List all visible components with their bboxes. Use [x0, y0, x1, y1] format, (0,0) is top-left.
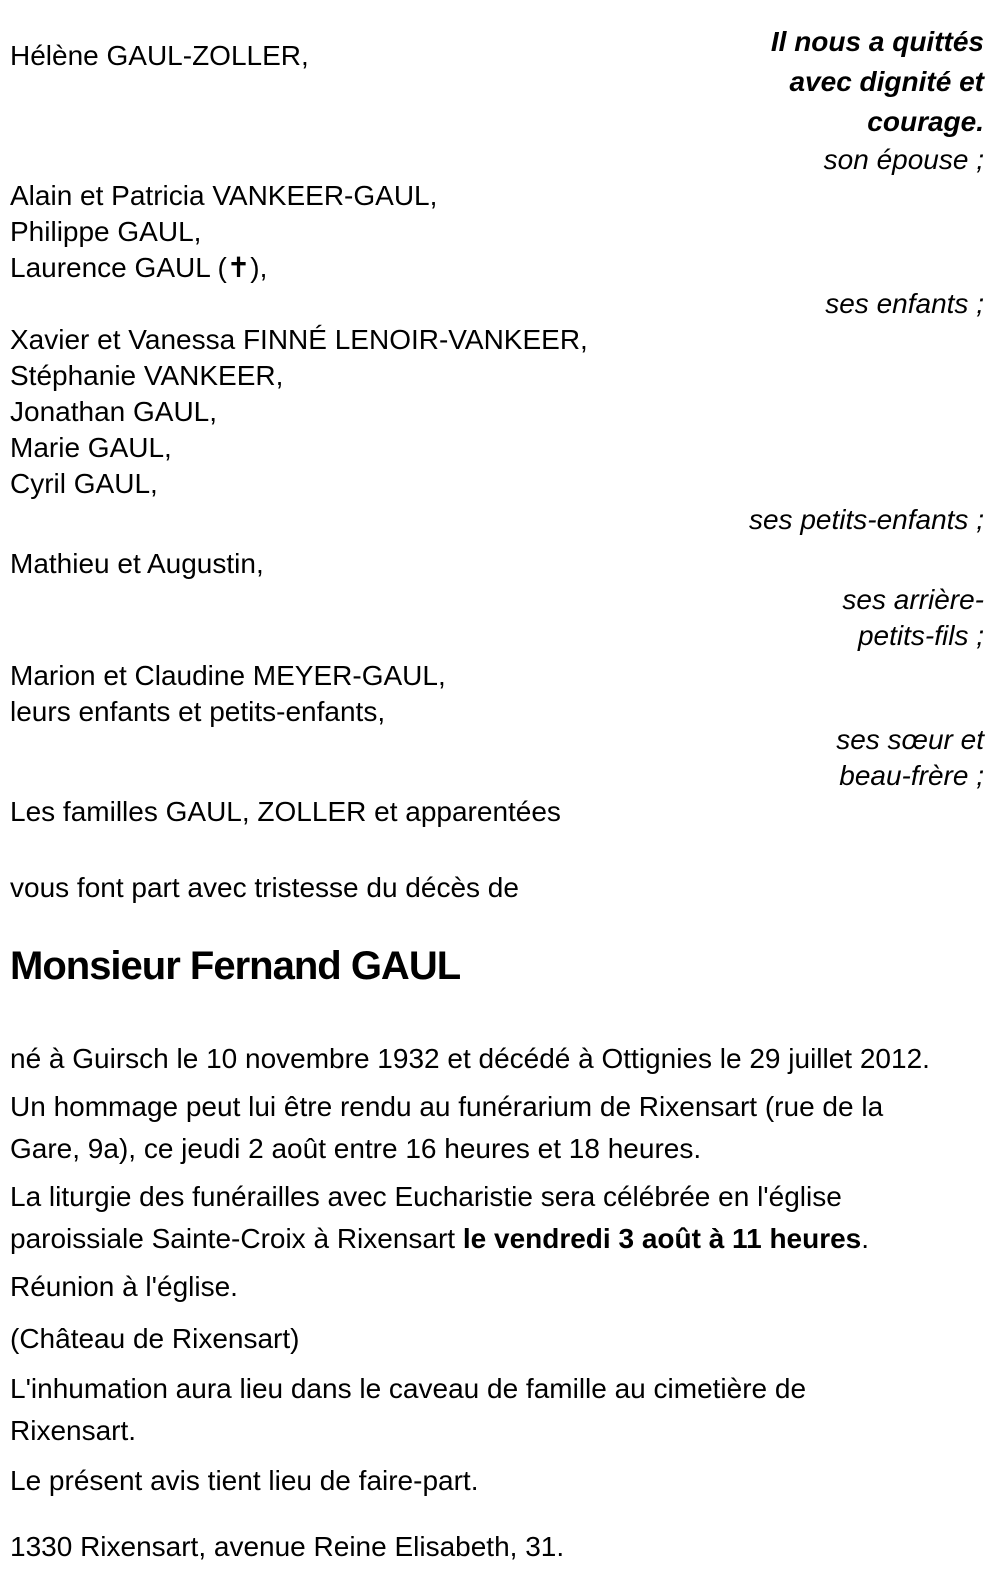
mourner-name: Laurence GAUL (✝),: [10, 252, 268, 283]
relation-label-line: ses arrière-: [842, 584, 984, 615]
liturgy-datetime-bold: le vendredi 3 août à 11 heures: [462, 1223, 862, 1254]
grandchildren-names-group: [10, 322, 984, 502]
header-row: [10, 22, 984, 178]
mourner-name: Marion et Claudine MEYER-GAUL,: [10, 660, 446, 691]
castle-paragraph: (Château de Rixensart): [10, 1323, 300, 1354]
epigraph: [771, 22, 984, 142]
mourner-name: Mathieu et Augustin,: [10, 548, 264, 579]
epigraph-line-1: Il nous a quittés: [770, 26, 984, 57]
mourner-name: Alain et Patricia VANKEER-GAUL,: [10, 180, 438, 211]
homage-paragraph: Un hommage peut lui être rendu au funérarium de Rixensart (rue de la Gare, 9a), ce jeudi 2 août entre 16 heures et 18 heures.: [10, 1091, 884, 1164]
deceased-name-title: Monsieur Fernand GAUL: [10, 944, 461, 988]
spouse-name-block: [10, 22, 309, 74]
mourner-name: Cyril GAUL,: [10, 468, 158, 499]
spouse-name: Hélène GAUL-ZOLLER,: [10, 40, 309, 71]
liturgy-text: La liturgie des funérailles avec Eucharistie sera célébrée en l'église paroissiale Sainte-Croix à Rixensart: [10, 1181, 842, 1254]
mourner-name: Xavier et Vanessa FINNÉ LENOIR-VANKEER,: [10, 324, 588, 355]
relation-label-line: petits-fils ;: [857, 620, 984, 651]
relation-label-sister: [10, 722, 984, 794]
relation-label-great-grandsons: [10, 582, 984, 654]
children-names-group: [10, 178, 984, 286]
notice-paragraph: Le présent avis tient lieu de faire-part.: [10, 1465, 479, 1496]
mourner-name: Jonathan GAUL,: [10, 396, 218, 427]
meeting-paragraph: Réunion à l'église.: [10, 1271, 238, 1302]
announcement-text: vous font part avec tristesse du décès de: [10, 872, 519, 903]
liturgy-paragraph: [10, 1176, 940, 1260]
mourner-name: Marie GAUL,: [10, 432, 172, 463]
sister-names-group: [10, 658, 984, 730]
mourner-name: Philippe GAUL,: [10, 216, 202, 247]
address-paragraph: 1330 Rixensart, avenue Reine Elisabeth, 31.: [10, 1531, 565, 1562]
epigraph-line-2: avec dignité et: [789, 66, 984, 97]
relation-label-spouse: son épouse ;: [823, 144, 984, 175]
mourner-name: leurs enfants et petits-enfants,: [10, 696, 386, 727]
relation-label-line: ses sœur et: [836, 724, 984, 755]
mourner-name: Stéphanie VANKEER,: [10, 360, 284, 391]
great-grandsons-names-group: [10, 546, 984, 582]
relation-label-grandchildren: ses petits-enfants ;: [748, 504, 984, 535]
families-line: Les familles GAUL, ZOLLER et apparentées: [10, 796, 561, 827]
relation-label-line: beau-frère ;: [839, 760, 984, 791]
epigraph-line-3: courage.: [867, 106, 984, 137]
relation-label-children: ses enfants ;: [825, 288, 984, 319]
epigraph-block: [771, 22, 984, 178]
families-group: [10, 794, 984, 830]
liturgy-period: .: [861, 1223, 870, 1254]
birth-death-paragraph: né à Guirsch le 10 novembre 1932 et décédé à Ottignies le 29 juillet 2012.: [10, 1043, 930, 1074]
burial-paragraph: L'inhumation aura lieu dans le caveau de famille au cimetière de Rixensart.: [10, 1373, 807, 1446]
